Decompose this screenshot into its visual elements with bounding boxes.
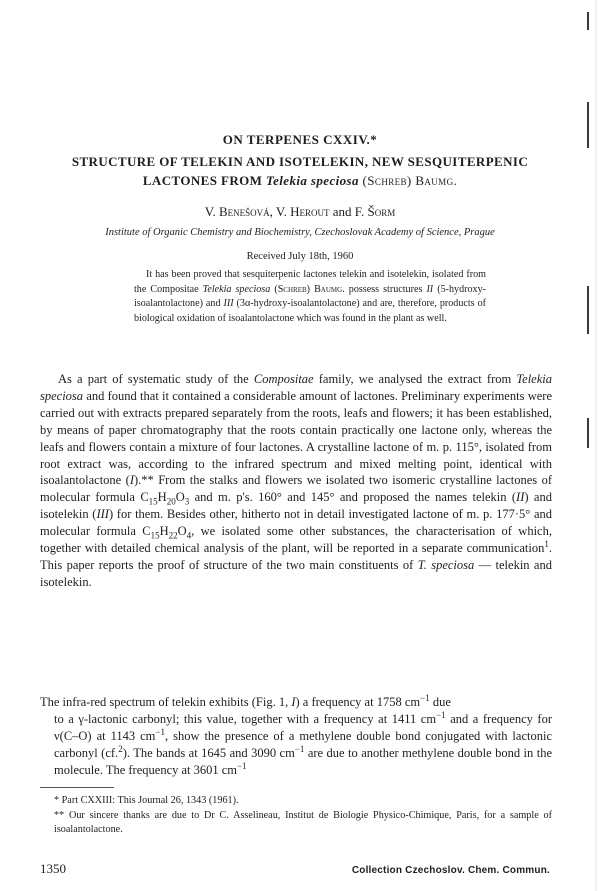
body-text: As a part of systematic study of the	[58, 372, 254, 386]
footnote: * Part CXXIII: This Journal 26, 1343 (1961).	[54, 795, 239, 806]
body-text: ). The bands at 1645 and 3090 cm	[122, 745, 295, 760]
body-text: are due to another methylene double bond in the molecule. The frequency at 3601 cm	[54, 745, 553, 777]
structure-ref: II	[516, 490, 525, 505]
formula-element: H	[159, 524, 169, 539]
paper-title-paren: (Schreb)	[358, 173, 416, 188]
body-text: . This paper reports the proof of structure of the two main constituents of	[40, 541, 552, 572]
body-text: and m. p's. 160° and 145° and proposed the names telekin (	[189, 490, 517, 505]
body-text: ) a frequency at 1758 cm	[295, 695, 421, 709]
paper-title	[0, 152, 600, 190]
paper-title-authority: Baumg.	[415, 173, 458, 188]
formula-subscript: 22	[168, 530, 178, 541]
paper-title-line2-a: LACTONES FROM	[142, 173, 266, 188]
author-name: Benešová	[218, 204, 270, 219]
footnote: ** Our sincere thanks are due to Dr C. Asselineau, Institut de Biologie Physico-Chimique, Paris, for a sample of isoalantolactone.	[54, 809, 552, 835]
formula-subscript: 4	[186, 530, 192, 541]
formula-element: O	[175, 490, 185, 505]
formula-subscript: 3	[184, 496, 190, 507]
received-date: Received July 18th, 1960	[246, 251, 354, 262]
paper-title-species: Telekia speciosa	[265, 173, 359, 188]
figure-ref: I	[291, 695, 296, 709]
author-name: Herout	[290, 204, 330, 219]
body-text: ) and isotelekin (	[40, 490, 552, 522]
unit-superscript: −1	[420, 692, 430, 703]
unit-superscript: −1	[436, 709, 446, 720]
series-title: ON TERPENES CXXIV.*	[222, 132, 378, 147]
body-text: The infra-red spectrum of telekin exhibits (Fig. 1,	[40, 695, 292, 709]
body-indented-block	[40, 711, 552, 779]
reference-marker: 2	[118, 743, 123, 754]
body-text: to a γ-lactonic carbonyl; this value, together with a frequency at 1411 cm	[54, 711, 437, 726]
taxon-name: T. speciosa	[417, 557, 475, 572]
paper-title-line1: STRUCTURE OF TELEKIN AND ISOTELEKIN, NEW SESQUITERPENIC	[71, 154, 529, 169]
formula-subscript: 20	[166, 496, 176, 507]
body-line	[40, 694, 552, 711]
abstract-text: (5-hydroxy-isoalantolactone) and	[134, 283, 486, 310]
structure-ref: III	[223, 298, 234, 310]
scan-mark	[587, 12, 589, 30]
abstract-text: (Schreb)	[270, 283, 315, 295]
taxon-name: Compositae	[253, 372, 314, 386]
formula-element: H	[157, 490, 167, 505]
journal-name: Collection Czechoslov. Chem. Commun.	[351, 865, 550, 876]
footnotes	[40, 794, 552, 838]
abstract-authority: Baumg.	[314, 283, 345, 295]
reference-marker: 1	[544, 538, 549, 549]
affiliation: Institute of Organic Chemistry and Biochemistry, Czechoslovak Academy of Science, Prague	[105, 227, 495, 238]
structure-ref: I	[129, 473, 134, 488]
scan-mark	[587, 286, 589, 334]
author-and: and F.	[329, 204, 368, 219]
abstract-species: Telekia speciosa	[202, 283, 271, 295]
body-text: and a frequency for ν(C–O) at 1143 cm	[54, 711, 552, 743]
author-initial: V.	[204, 204, 219, 219]
abstract-text: (3α-hydroxy-isoalantolactone) and are, therefore, products of biological oxidation of isoalantolactone which was found in the plant as well.	[134, 298, 486, 324]
body-text: ).** From the stalks and flowers we isolated two isomeric crystalline lactones of molecular formula C	[40, 473, 552, 505]
body-text: due	[429, 695, 451, 709]
formula-subscript: 15	[148, 496, 158, 507]
taxon-name: Telekia speciosa	[40, 372, 552, 403]
structure-ref: III	[96, 507, 109, 522]
formula-subscript: 15	[150, 530, 160, 541]
body-text: ) for them. Besides other, hitherto not in detail investigated lactone of m. p. 177·5° and molecular formula C	[40, 507, 552, 539]
formula-element: O	[177, 524, 187, 539]
unit-superscript: −1	[294, 743, 305, 754]
author-name: Šorm	[367, 204, 396, 219]
body-text: family, we analysed the extract from	[313, 372, 517, 386]
footnote-divider	[40, 787, 114, 788]
body-text: — telekin and isotelekin.	[40, 557, 552, 589]
body-text: and found that it contained a considerable amount of lactones. Preliminary experiments were carried out with extracts prepared separately from the roots, leafs and flowers; it has been established, by means of paper chromatography that the roots contain practically one lactone only, whereas the leafs and flowers contain a mixture of four lactones. A crystalline lactone of m. p. 115°, isolated from root extract was, according to the infrared spectrum and mixed melting point, identical with isoalantolactone (	[40, 388, 552, 488]
page-number: 1350	[40, 861, 66, 876]
abstract-text: possess structures	[344, 283, 427, 295]
abstract	[134, 268, 486, 326]
unit-superscript: −1	[155, 726, 165, 737]
body-text: , we isolated some other substances, the characterisation of which, together with detailed chemical analysis of the plant, will be reported in a separate communication	[40, 524, 552, 556]
body-paragraph	[40, 371, 552, 591]
body-paragraph	[40, 694, 552, 779]
author-initial: , V.	[269, 204, 291, 219]
scan-mark	[587, 418, 589, 448]
structure-ref: II	[426, 283, 434, 295]
abstract-text: It has been proved that sesquiterpenic lactones telekin and isotelekin, isolated from the Compositae	[134, 269, 486, 295]
author-list	[0, 204, 600, 220]
body-text: , show the presence of a methylene double bond conjugated with lactonic carbonyl (cf.	[54, 728, 552, 760]
unit-superscript: −1	[237, 760, 247, 771]
